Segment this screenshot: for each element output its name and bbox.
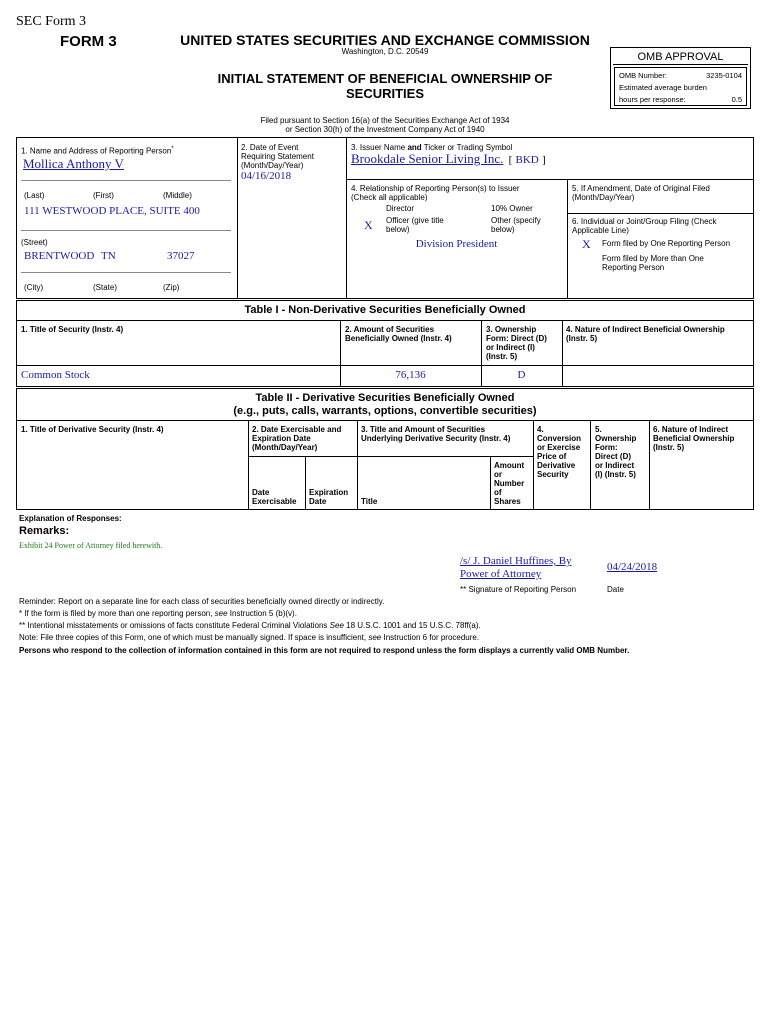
agency-city: Washington, D.C. 20549 [341, 47, 429, 56]
date-caption: Date [607, 585, 624, 594]
omb-burden-label: Estimated average burden [619, 83, 707, 92]
table2-title: Table II - Derivative Securities Beneficially Owned (e.g., puts, calls, warrants, options, convertible securities) [233, 392, 537, 417]
city-label: (City) [24, 283, 44, 292]
state-value: TN [101, 250, 116, 262]
issuer-name-link[interactable]: Brookdale Senior Living Inc. [351, 151, 504, 166]
omb-hours-value: 0.5 [731, 95, 742, 104]
table1-col-amount: 2. Amount of Securities Beneficially Owned (Instr. 4) [345, 325, 452, 343]
signature-caption: ** Signature of Reporting Person [460, 585, 577, 594]
middle-label: (Middle) [163, 191, 192, 200]
signature-link[interactable]: /s/ J. Daniel Huffines, By Power of Attorney [460, 555, 572, 580]
reminder-note: Reminder: Report on a separate line for each class of securities beneficially owned directly or indirectly. [19, 597, 385, 606]
table2-sub-date-exercisable: Date Exercisable [252, 488, 297, 506]
reporting-person-label: 1. Name and Address of Reporting Person* [21, 146, 174, 156]
agency-title: UNITED STATES SECURITIES AND EXCHANGE COMMISSION [180, 32, 590, 48]
officer-title: Division President [415, 238, 498, 250]
omb-hours-label: hours per response: [619, 95, 686, 104]
omb-approval-box [610, 47, 751, 109]
filed-pursuant: Filed pursuant to Section 16(a) of the Securities Exchange Act of 1934 or Section 30(h) of the Investment Company Act of 1940 [260, 116, 510, 134]
omb-title: OMB APPROVAL [613, 48, 748, 65]
director-option: Director [386, 204, 415, 213]
ticker-symbol: BKD [515, 154, 539, 166]
table2-col-ownership: 5. Ownership Form: Direct (D) or Indirect (I) (Instr. 5) [595, 425, 637, 479]
sec-form-label: SEC Form 3 [16, 14, 87, 29]
more-persons-option: Form filed by More than One Reporting Person [602, 254, 704, 272]
table1-row-amount: 76,136 [395, 369, 426, 381]
table2-col-underlying: 3. Title and Amount of Securities Underlying Derivative Security (Instr. 4) [361, 425, 511, 443]
other-option: Other (specify below) [491, 216, 541, 234]
table2-col-title: 1. Title of Derivative Security (Instr. 4) [21, 425, 164, 434]
table1-col-ownership: 3. Ownership Form: Direct (D) or Indirect (I) (Instr. 5) [486, 325, 547, 361]
ten-percent-option: 10% Owner [491, 204, 533, 213]
officer-option: Officer (give title below) [386, 216, 444, 234]
zip-label: (Zip) [163, 283, 180, 292]
signature-date-link[interactable]: 04/24/2018 [607, 561, 658, 573]
one-person-option: Form filed by One Reporting Person [602, 239, 731, 248]
reporting-person-name-link[interactable]: Mollica Anthony V [23, 156, 124, 171]
remarks-text: Exhibit 24 Power of Attorney filed herewith. [19, 541, 163, 550]
zip-value: 37027 [167, 250, 195, 262]
issuer-line: Brookdale Senior Living Inc. [ BKD ] [351, 151, 546, 166]
event-date-value: 04/16/2018 [241, 170, 292, 182]
street-value: 111 WESTWOOD PLACE, SUITE 400 [24, 205, 200, 217]
table1-row-form: D [517, 369, 526, 381]
note-file-copies: Note: File three copies of this Form, one of which must be manually signed. If space is insufficient, see Instruction 6 for procedure. [19, 633, 480, 642]
remarks-label: Remarks: [19, 525, 70, 537]
form-title: FORM 3 [60, 33, 117, 50]
table2-sub-title: Title [361, 497, 378, 506]
table2-sub-expiration: Expiration Date [309, 488, 349, 506]
street-label: (Street) [21, 238, 48, 247]
event-date-label: 2. Date of Event Requiring Statement (Month/Day/Year) [241, 143, 314, 170]
persons-notice: Persons who respond to the collection of information contained in this form are not required to respond unless the form displays a currently valid OMB Number. [19, 646, 630, 655]
table2-sub-amount: Amount or Number of Shares [494, 461, 525, 506]
one-person-check-mark: X [582, 237, 591, 251]
table1-title: Table I - Non-Derivative Securities Beneficially Owned [244, 304, 526, 316]
note-multiple-persons: * If the form is filed by more than one reporting person, see Instruction 5 (b)(v). [19, 609, 297, 618]
note-misstatements: ** Intentional misstatements or omissions of facts constitute Federal Criminal Violations See 18 U.S.C. 1001 and 15 U.S.C. 78ff(a). [19, 621, 481, 630]
relationship-label: 4. Relationship of Reporting Person(s) to Issuer (Check all applicable) [351, 184, 520, 202]
statement-title: INITIAL STATEMENT OF BENEFICIAL OWNERSHIP OF SECURITIES [217, 71, 553, 101]
table2-col-conversion: 4. Conversion or Exercise Price of Derivative Security [537, 425, 582, 479]
state-label: (State) [93, 283, 118, 292]
city-value: BRENTWOOD [24, 250, 95, 262]
table2-col-nature: 6. Nature of Indirect Beneficial Ownership (Instr. 5) [653, 425, 735, 452]
amendment-label: 5. If Amendment, Date of Original Filed (Month/Day/Year) [572, 184, 710, 202]
officer-check-mark: X [364, 218, 373, 232]
omb-number-label: OMB Number: [619, 71, 667, 80]
table1-col-title: 1. Title of Security (Instr. 4) [21, 325, 124, 334]
filing-type-label: 6. Individual or Joint/Group Filing (Check Applicable Line) [572, 217, 717, 235]
table2-col-dates: 2. Date Exercisable and Expiration Date (Month/Day/Year) [252, 425, 342, 452]
issuer-label: 3. Issuer Name and Ticker or Trading Symbol [351, 143, 513, 152]
omb-number-value: 3235-0104 [706, 71, 742, 80]
first-label: (First) [93, 191, 114, 200]
table1-row-title: Common Stock [21, 369, 90, 381]
last-label: (Last) [24, 191, 45, 200]
explanation-label: Explanation of Responses: [19, 514, 122, 523]
table1-col-nature: 4. Nature of Indirect Beneficial Ownership (Instr. 5) [566, 325, 725, 343]
